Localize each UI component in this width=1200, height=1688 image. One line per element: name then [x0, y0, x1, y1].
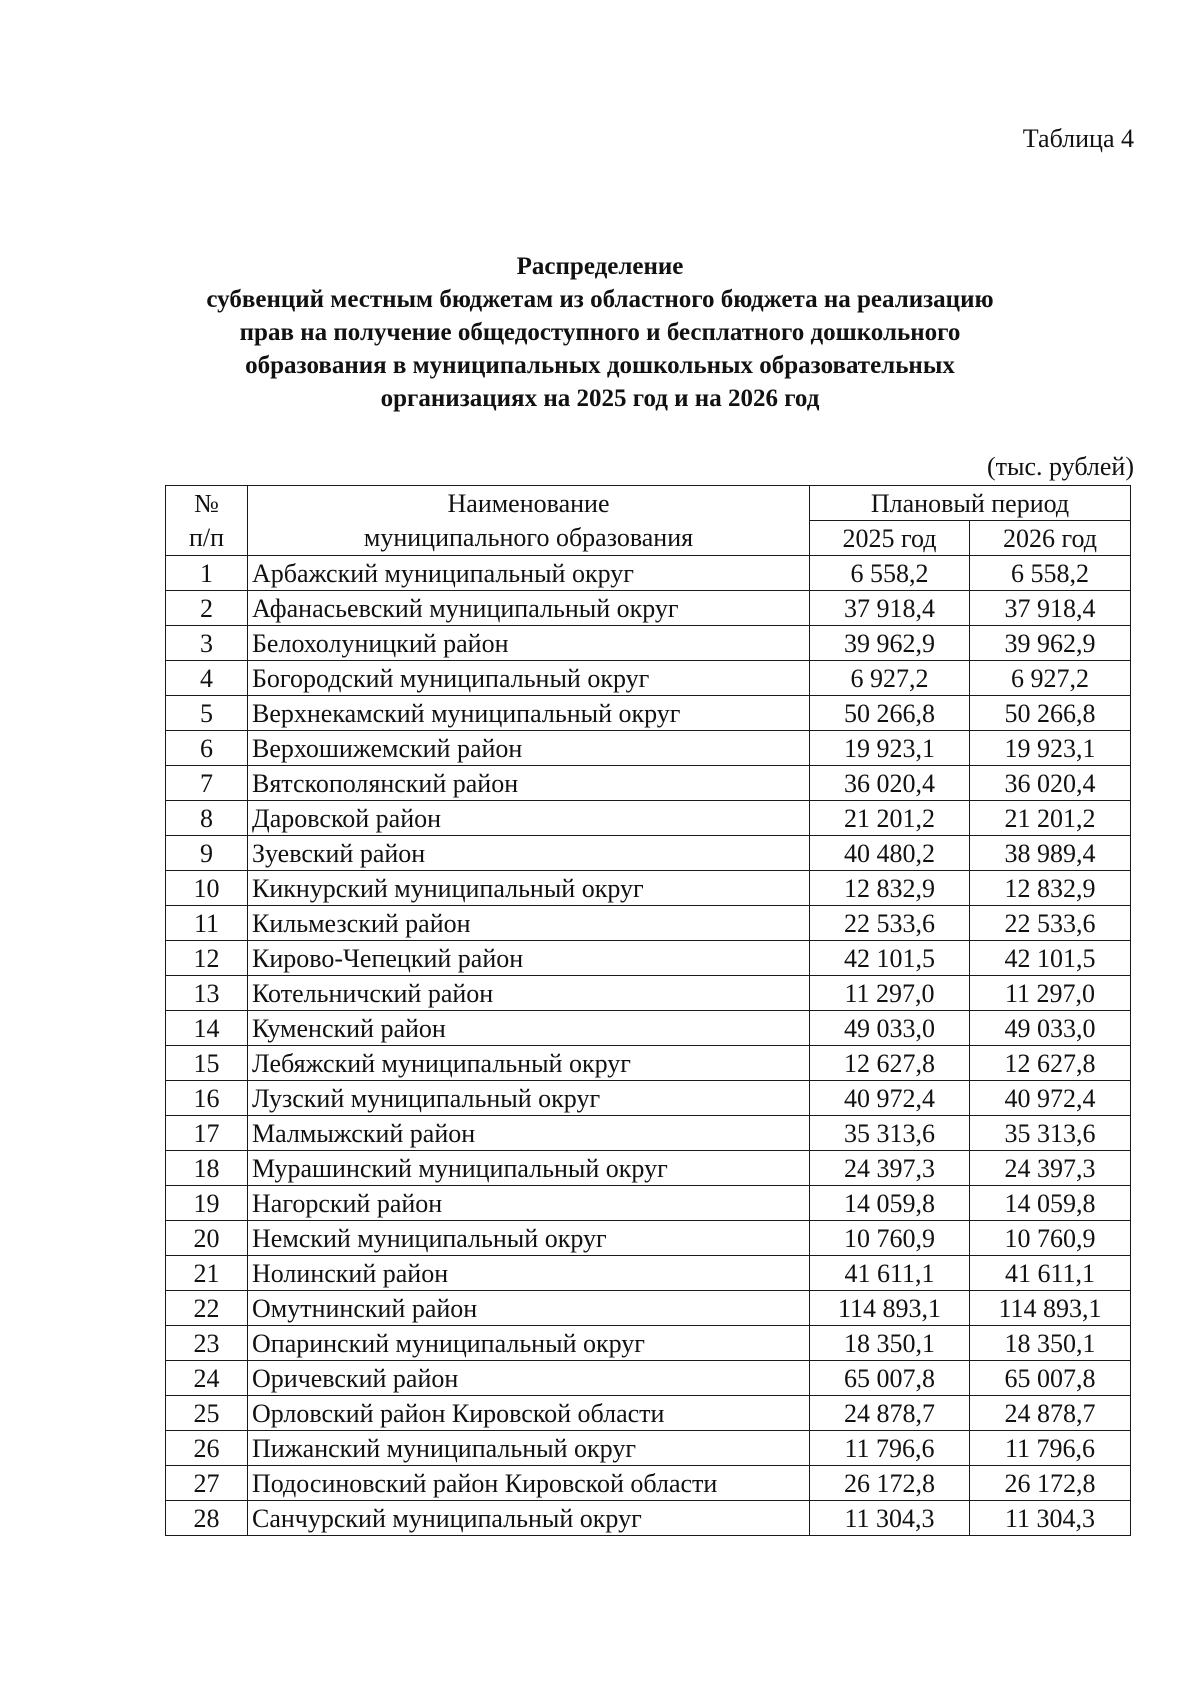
- row-number-cell: 23: [166, 1326, 248, 1361]
- amount-2025-cell: 18 350,1: [810, 1326, 970, 1361]
- table-row: [166, 1326, 1131, 1361]
- row-number-cell: 28: [166, 1501, 248, 1536]
- municipality-name-cell: Богородский муниципальный округ: [248, 661, 810, 696]
- municipality-name-cell: Белохолуницкий район: [248, 626, 810, 661]
- row-number-cell: 8: [166, 801, 248, 836]
- header-number-line1: №: [194, 488, 219, 518]
- amount-2025-cell: 10 760,9: [810, 1221, 970, 1256]
- row-number-cell: 1: [166, 556, 248, 591]
- municipality-name-cell: Куменский район: [248, 1011, 810, 1046]
- amount-2025-cell: 37 918,4: [810, 591, 970, 626]
- title-line: организациях на 2025 год и на 2026 год: [380, 385, 820, 412]
- amount-2025-cell: 41 611,1: [810, 1256, 970, 1291]
- table-row: [166, 1501, 1131, 1536]
- amount-2026-cell: 49 033,0: [970, 1011, 1131, 1046]
- header-name-line2: муниципального образования: [363, 522, 694, 552]
- municipality-name-cell: Нолинский район: [248, 1256, 810, 1291]
- amount-2026-cell: 24 878,7: [970, 1396, 1131, 1431]
- table-row: [166, 591, 1131, 626]
- municipality-name-cell: Омутнинский район: [248, 1291, 810, 1326]
- amount-2026-cell: 10 760,9: [970, 1221, 1131, 1256]
- table-body: [166, 556, 1131, 1536]
- amount-2026-cell: 12 832,9: [970, 871, 1131, 906]
- title-line: субвенций местным бюджетам из областного бюджета на реализацию: [206, 286, 994, 313]
- municipality-name-cell: Оричевский район: [248, 1361, 810, 1396]
- table-header: [166, 486, 1131, 556]
- table-row: [166, 696, 1131, 731]
- table-row: [166, 1361, 1131, 1396]
- row-number-cell: 3: [166, 626, 248, 661]
- row-number-cell: 11: [166, 906, 248, 941]
- amount-2026-cell: 6 558,2: [970, 556, 1131, 591]
- municipality-name-cell: Кильмезский район: [248, 906, 810, 941]
- amount-2025-cell: 12 627,8: [810, 1046, 970, 1081]
- row-number-cell: 22: [166, 1291, 248, 1326]
- municipality-name-cell: Лузский муниципальный округ: [248, 1081, 810, 1116]
- municipality-name-cell: Малмыжский район: [248, 1116, 810, 1151]
- subvention-table: [165, 485, 1131, 1536]
- table-row: [166, 1046, 1131, 1081]
- header-year-2025: 2025 год: [810, 521, 970, 556]
- table-row: [166, 556, 1131, 591]
- amount-2025-cell: 11 796,6: [810, 1431, 970, 1466]
- table-row: [166, 1396, 1131, 1431]
- amount-2026-cell: 36 020,4: [970, 766, 1131, 801]
- amount-2026-cell: 35 313,6: [970, 1116, 1131, 1151]
- amount-2025-cell: 39 962,9: [810, 626, 970, 661]
- row-number-cell: 10: [166, 871, 248, 906]
- amount-2025-cell: 36 020,4: [810, 766, 970, 801]
- amount-2025-cell: 40 480,2: [810, 836, 970, 871]
- table-row: [166, 626, 1131, 661]
- municipality-name-cell: Орловский район Кировской области: [248, 1396, 810, 1431]
- table-row: [166, 1291, 1131, 1326]
- table-row: [166, 1221, 1131, 1256]
- municipality-name-cell: Опаринский муниципальный округ: [248, 1326, 810, 1361]
- municipality-name-cell: Лебяжский муниципальный округ: [248, 1046, 810, 1081]
- row-number-cell: 7: [166, 766, 248, 801]
- title-line: Распределение: [516, 253, 684, 280]
- municipality-name-cell: Зуевский район: [248, 836, 810, 871]
- amount-2026-cell: 18 350,1: [970, 1326, 1131, 1361]
- municipality-name-cell: Арбажский муниципальный округ: [248, 556, 810, 591]
- row-number-cell: 15: [166, 1046, 248, 1081]
- row-number-cell: 9: [166, 836, 248, 871]
- table-row: [166, 731, 1131, 766]
- table-row: [166, 871, 1131, 906]
- amount-2026-cell: 24 397,3: [970, 1151, 1131, 1186]
- municipality-name-cell: Санчурский муниципальный округ: [248, 1501, 810, 1536]
- table-row: [166, 1256, 1131, 1291]
- amount-2025-cell: 49 033,0: [810, 1011, 970, 1046]
- amount-2026-cell: 65 007,8: [970, 1361, 1131, 1396]
- table-row: [166, 1466, 1131, 1501]
- municipality-name-cell: Афанасьевский муниципальный округ: [248, 591, 810, 626]
- table-row: [166, 1151, 1131, 1186]
- amount-2026-cell: 40 972,4: [970, 1081, 1131, 1116]
- amount-2025-cell: 35 313,6: [810, 1116, 970, 1151]
- amount-2026-cell: 114 893,1: [970, 1291, 1131, 1326]
- amount-2026-cell: 22 533,6: [970, 906, 1131, 941]
- amount-2025-cell: 40 972,4: [810, 1081, 970, 1116]
- amount-2025-cell: 12 832,9: [810, 871, 970, 906]
- amount-2026-cell: 39 962,9: [970, 626, 1131, 661]
- table-row: [166, 661, 1131, 696]
- municipality-name-cell: Кирово-Чепецкий район: [248, 941, 810, 976]
- row-number-cell: 13: [166, 976, 248, 1011]
- table-row: [166, 1116, 1131, 1151]
- municipality-name-cell: Котельничский район: [248, 976, 810, 1011]
- title-line: прав на получение общедоступного и бесплатного дошкольного: [239, 319, 961, 346]
- municipality-name-cell: Подосиновский район Кировской области: [248, 1466, 810, 1501]
- amount-2026-cell: 37 918,4: [970, 591, 1131, 626]
- table-row: [166, 836, 1131, 871]
- amount-2026-cell: 41 611,1: [970, 1256, 1131, 1291]
- header-period: Плановый период: [810, 486, 1131, 521]
- municipality-name-cell: Даровской район: [248, 801, 810, 836]
- row-number-cell: 25: [166, 1396, 248, 1431]
- row-number-cell: 4: [166, 661, 248, 696]
- amount-2026-cell: 11 304,3: [970, 1501, 1131, 1536]
- amount-2026-cell: 12 627,8: [970, 1046, 1131, 1081]
- amount-2026-cell: 14 059,8: [970, 1186, 1131, 1221]
- municipality-name-cell: Вятскополянский район: [248, 766, 810, 801]
- table-number: Таблица 4: [1022, 124, 1134, 153]
- amount-2026-cell: 42 101,5: [970, 941, 1131, 976]
- amount-2025-cell: 14 059,8: [810, 1186, 970, 1221]
- amount-2025-cell: 24 397,3: [810, 1151, 970, 1186]
- table-row: [166, 1081, 1131, 1116]
- row-number-cell: 18: [166, 1151, 248, 1186]
- row-number-cell: 17: [166, 1116, 248, 1151]
- header-year-2026: 2026 год: [970, 521, 1131, 556]
- amount-2026-cell: 50 266,8: [970, 696, 1131, 731]
- row-number-cell: 26: [166, 1431, 248, 1466]
- title-line: образования в муниципальных дошкольных образовательных: [245, 352, 955, 379]
- municipality-name-cell: Верхошижемский район: [248, 731, 810, 766]
- header-number-line2: п/п: [188, 522, 225, 552]
- amount-2026-cell: 21 201,2: [970, 801, 1131, 836]
- amount-2026-cell: 11 796,6: [970, 1431, 1131, 1466]
- amount-2025-cell: 65 007,8: [810, 1361, 970, 1396]
- table-row: [166, 801, 1131, 836]
- row-number-cell: 2: [166, 591, 248, 626]
- table-row: [166, 766, 1131, 801]
- municipality-name-cell: Пижанский муниципальный округ: [248, 1431, 810, 1466]
- amount-2025-cell: 26 172,8: [810, 1466, 970, 1501]
- table-row: [166, 1431, 1131, 1466]
- row-number-cell: 6: [166, 731, 248, 766]
- table-row: [166, 1011, 1131, 1046]
- row-number-cell: 5: [166, 696, 248, 731]
- amount-2025-cell: 21 201,2: [810, 801, 970, 836]
- amount-2025-cell: 24 878,7: [810, 1396, 970, 1431]
- units-label: (тыс. рублей): [986, 452, 1134, 481]
- amount-2025-cell: 42 101,5: [810, 941, 970, 976]
- row-number-cell: 19: [166, 1186, 248, 1221]
- row-number-cell: 21: [166, 1256, 248, 1291]
- municipality-name-cell: Немский муниципальный округ: [248, 1221, 810, 1256]
- amount-2025-cell: 50 266,8: [810, 696, 970, 731]
- amount-2026-cell: 38 989,4: [970, 836, 1131, 871]
- amount-2026-cell: 6 927,2: [970, 661, 1131, 696]
- amount-2025-cell: 19 923,1: [810, 731, 970, 766]
- amount-2025-cell: 6 927,2: [810, 661, 970, 696]
- municipality-name-cell: Нагорский район: [248, 1186, 810, 1221]
- amount-2026-cell: 26 172,8: [970, 1466, 1131, 1501]
- row-number-cell: 16: [166, 1081, 248, 1116]
- municipality-name-cell: Мурашинский муниципальный округ: [248, 1151, 810, 1186]
- header-number: [166, 486, 248, 556]
- amount-2025-cell: 11 297,0: [810, 976, 970, 1011]
- amount-2025-cell: 22 533,6: [810, 906, 970, 941]
- municipality-name-cell: Кикнурский муниципальный округ: [248, 871, 810, 906]
- municipality-name-cell: Верхнекамский муниципальный округ: [248, 696, 810, 731]
- row-number-cell: 14: [166, 1011, 248, 1046]
- amount-2026-cell: 11 297,0: [970, 976, 1131, 1011]
- amount-2025-cell: 11 304,3: [810, 1501, 970, 1536]
- table-row: [166, 906, 1131, 941]
- document-title: [150, 250, 1050, 415]
- row-number-cell: 20: [166, 1221, 248, 1256]
- table-row: [166, 976, 1131, 1011]
- table-row: [166, 1186, 1131, 1221]
- row-number-cell: 24: [166, 1361, 248, 1396]
- row-number-cell: 12: [166, 941, 248, 976]
- table-row: [166, 941, 1131, 976]
- amount-2025-cell: 6 558,2: [810, 556, 970, 591]
- amount-2026-cell: 19 923,1: [970, 731, 1131, 766]
- header-name-line1: Наименование: [447, 488, 610, 518]
- row-number-cell: 27: [166, 1466, 248, 1501]
- header-name: [248, 486, 810, 556]
- amount-2025-cell: 114 893,1: [810, 1291, 970, 1326]
